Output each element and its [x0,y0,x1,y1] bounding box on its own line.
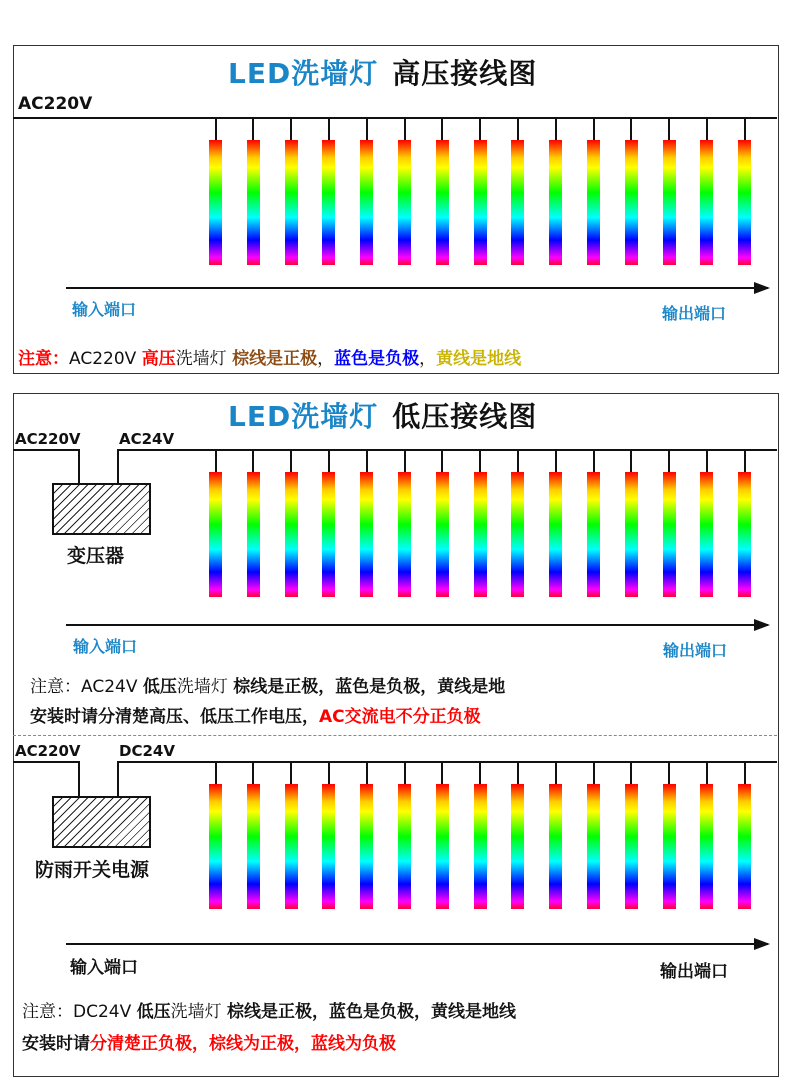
wall-washer-lamp [209,784,222,909]
note-lamp: 洗墙灯 [175,349,233,369]
wall-washer-lamp [663,140,676,265]
note-rest: 棕线是正极，蓝色是负极，黄线是地 [233,677,506,697]
input-port-label: 输入端口 [72,300,137,319]
wall-washer-lamp [511,140,524,265]
output-port-label: 输出端口 [663,641,728,660]
title-led: LED洗墙灯 [228,400,379,433]
lamp-connector [479,450,481,472]
lamp-connector [744,450,746,472]
lamp-connector [593,118,595,140]
note-rest: 棕线是正极，蓝色是负极，黄线是地线 [227,1002,517,1022]
output-port-label: 输出端口 [660,962,728,982]
wall-washer-lamp [511,472,524,597]
lamp-connector [366,118,368,140]
wall-washer-lamp [285,784,298,909]
transformer-label: 变压器 [67,545,125,567]
note-low: 低压 [142,677,177,697]
lamp-connector [328,450,330,472]
note-lamp: 洗墙灯 [170,1002,228,1022]
wall-washer-lamp [474,140,487,265]
dc-output-label: DC24V [119,742,175,760]
wall-washer-lamp [738,784,751,909]
low-voltage-title [228,395,537,435]
wall-washer-lamp [209,472,222,597]
lamp-connector [517,450,519,472]
lamp-connector [744,118,746,140]
input-port-label: 输入端口 [73,637,138,656]
dc-input-label: AC220V [15,742,81,760]
ac-note-2 [30,702,481,727]
wall-washer-lamp [625,140,638,265]
note-prefix: 注意： [18,349,69,369]
wall-washer-lamp [700,472,713,597]
title-led: LED洗墙灯 [228,57,379,90]
wall-washer-lamp [738,472,751,597]
wall-washer-lamp [322,784,335,909]
lamp-connector [366,762,368,784]
lamp-connector [668,450,670,472]
lamp-connector [441,118,443,140]
title-diagram: 低压接线图 [392,400,538,433]
lamp-connector [290,118,292,140]
voltage-label: AC220V [18,94,93,114]
wall-washer-lamp [587,784,600,909]
wall-washer-lamp [285,472,298,597]
lamp-connector [744,762,746,784]
lamp-connector [706,118,708,140]
ac-input-label: AC220V [15,430,81,448]
wall-washer-lamp [663,784,676,909]
wire [78,761,80,796]
note-low: 低压 [136,1002,171,1022]
wire [13,449,79,451]
lamp-connector [706,450,708,472]
lamp-connector [290,450,292,472]
wall-washer-lamp [738,140,751,265]
lamp-connector [479,118,481,140]
wall-washer-lamp [247,140,260,265]
wall-washer-lamp [209,140,222,265]
dc-note-1 [22,997,516,1022]
wall-washer-lamp [436,472,449,597]
lamp-connector [630,450,632,472]
wall-washer-lamp [360,784,373,909]
wall-washer-lamp [549,140,562,265]
note-voltage: AC220V [69,349,142,369]
lamp-connector [215,762,217,784]
lamp-connector [555,118,557,140]
lamp-connector [706,762,708,784]
wall-washer-lamp [436,140,449,265]
wall-washer-lamp [587,140,600,265]
wall-washer-lamp [474,472,487,597]
note-blue: 蓝色是负极 [334,349,420,369]
note-black: 安装时请 [22,1034,90,1054]
note-lamp: 洗墙灯 [176,677,234,697]
wall-washer-lamp [285,140,298,265]
note-high: 高压 [141,349,176,369]
section-divider [13,735,777,736]
lamp-connector [252,450,254,472]
wall-washer-lamp [398,472,411,597]
lamp-connector [517,762,519,784]
note-prefix: 注意：AC24V [30,677,143,697]
lamp-connector [593,450,595,472]
wall-washer-lamp [322,472,335,597]
lamp-connector [404,762,406,784]
lamp-connector [441,762,443,784]
wall-washer-lamp [587,472,600,597]
wall-washer-lamp [360,140,373,265]
dc-note-2 [22,1029,396,1054]
wall-washer-lamp [322,140,335,265]
wall-washer-lamp [700,140,713,265]
ac-note-1 [30,672,505,697]
power-supply-box [52,796,151,848]
wall-washer-lamp [549,472,562,597]
lamp-connector [290,762,292,784]
note-red: AC交流电不分正负极 [319,707,481,727]
ac-output-label: AC24V [119,430,175,448]
lamp-connector [479,762,481,784]
lamp-connector [252,762,254,784]
wall-washer-lamp [398,784,411,909]
lamp-connector [668,118,670,140]
wire [78,449,80,483]
wall-washer-lamp [474,784,487,909]
lamp-connector [215,450,217,472]
wall-washer-lamp [247,472,260,597]
note-yellow: 黄线是地线 [436,349,522,369]
lamp-connector [404,450,406,472]
wall-washer-lamp [398,140,411,265]
wall-washer-lamp [625,472,638,597]
output-port-label: 输出端口 [662,304,727,323]
lamp-connector [555,450,557,472]
lamp-connector [366,450,368,472]
wall-washer-lamp [511,784,524,909]
lamp-connector [252,118,254,140]
flow-arrow [66,624,768,626]
wall-washer-lamp [700,784,713,909]
lamp-connector [328,118,330,140]
lamp-connector [328,762,330,784]
note-prefix: 注意：DC24V [22,1002,137,1022]
wire [13,761,79,763]
note-red: 分清楚正负极，棕线为正极，蓝线为负极 [90,1034,396,1054]
input-port-label: 输入端口 [70,958,138,978]
high-voltage-title [228,52,537,92]
flow-arrow [66,943,768,945]
lamp-connector [668,762,670,784]
lamp-connector [215,118,217,140]
wall-washer-lamp [247,784,260,909]
wall-washer-lamp [663,472,676,597]
flow-arrow [66,287,768,289]
note-sep: ， [317,349,335,369]
high-voltage-note [18,344,521,369]
wall-washer-lamp [360,472,373,597]
lamp-connector [630,118,632,140]
wire [117,449,119,483]
lamp-connector [517,118,519,140]
lamp-connector [441,450,443,472]
lamp-connector [630,762,632,784]
wall-washer-lamp [436,784,449,909]
lamp-connector [555,762,557,784]
main-wire [13,117,777,119]
note-sep: ， [419,349,437,369]
power-supply-label: 防雨开关电源 [35,859,150,881]
lamp-connector [593,762,595,784]
wire [117,761,119,796]
note-brown: 棕线是正极 [232,349,318,369]
lamp-connector [404,118,406,140]
transformer-box [52,483,151,535]
note-black: 安装时请分清楚高压、低压工作电压， [30,707,319,727]
wall-washer-lamp [549,784,562,909]
wall-washer-lamp [625,784,638,909]
title-diagram: 高压接线图 [392,57,538,90]
